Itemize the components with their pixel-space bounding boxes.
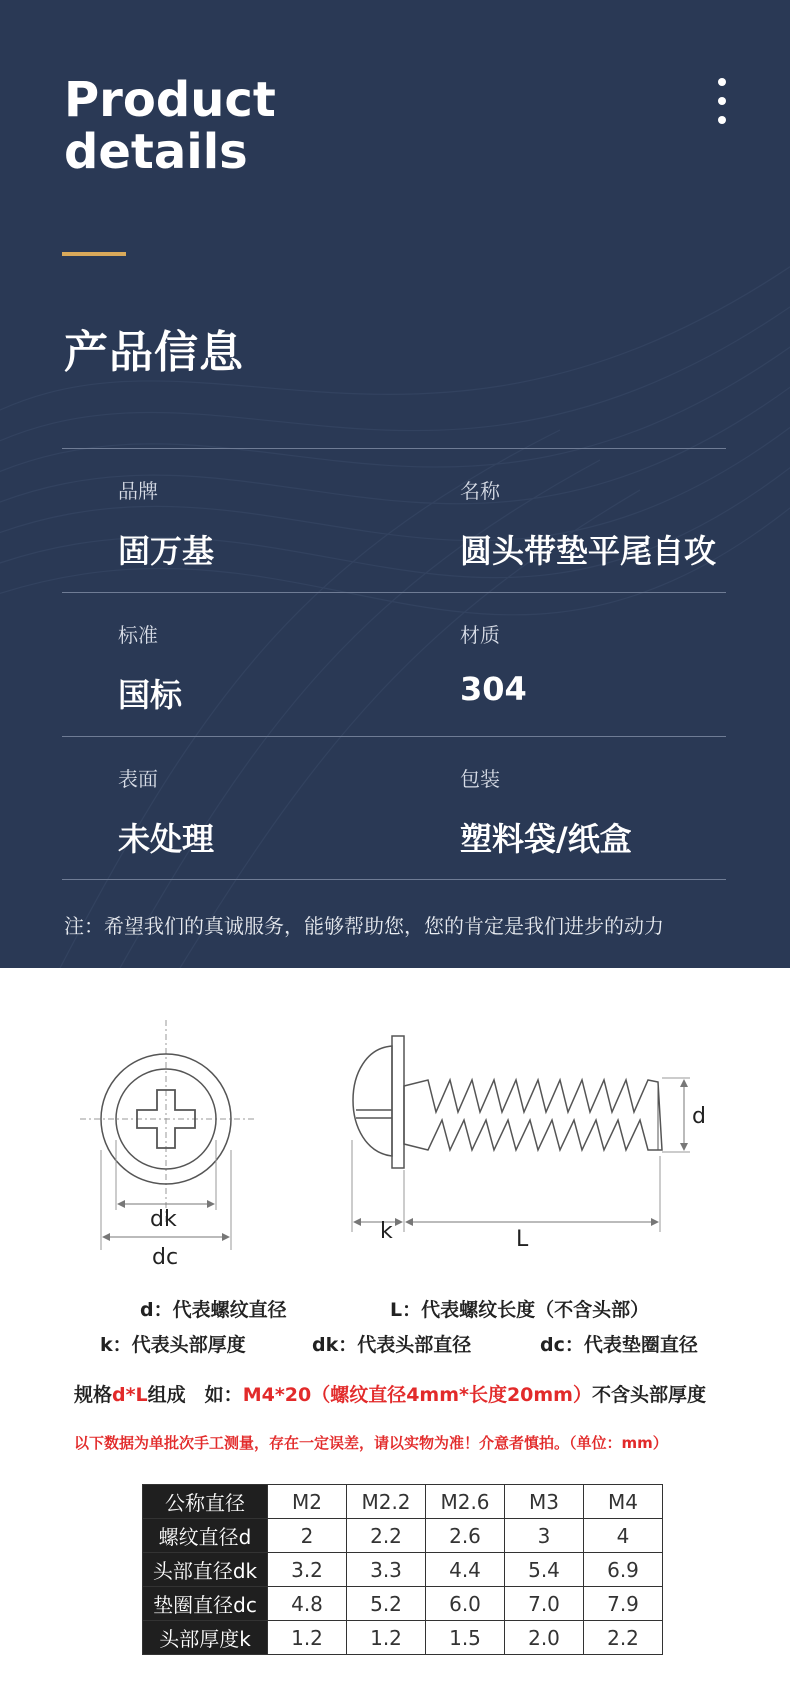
table-cell: 3.3 (347, 1553, 426, 1587)
screw-dimension-diagram (0, 1000, 790, 1280)
table-row-header: 头部厚度k (143, 1621, 268, 1655)
table-cell: M4 (584, 1485, 663, 1519)
table-row (143, 1587, 663, 1621)
info-value: 圆头带垫平尾自攻 (460, 532, 717, 570)
table-cell: 2.2 (347, 1519, 426, 1553)
info-label: 表面 (118, 767, 158, 791)
info-cell-brand (118, 475, 214, 572)
table-cell: 4.4 (426, 1553, 505, 1587)
table-cell: 2.0 (505, 1621, 584, 1655)
spec-example-value: M4*20（螺纹直径4mm*长度20mm） (242, 1384, 592, 1406)
info-row (62, 448, 726, 592)
label-L: L (516, 1227, 529, 1252)
table-row (143, 1553, 663, 1587)
spec-formula: d*L (112, 1384, 148, 1406)
table-row (143, 1519, 663, 1553)
table-cell: M2 (268, 1485, 347, 1519)
label-k: k (380, 1219, 393, 1244)
info-label: 标准 (118, 623, 158, 647)
footer-note: 注：希望我们的真诚服务，能够帮助您，您的肯定是我们进步的动力 (64, 914, 664, 938)
info-label: 品牌 (118, 479, 158, 503)
screw-side-view (352, 1036, 690, 1232)
table-row-header: 螺纹直径d (143, 1519, 268, 1553)
label-d: d (692, 1104, 706, 1129)
accent-divider (62, 252, 126, 256)
table-cell: 6.0 (426, 1587, 505, 1621)
info-label: 材质 (460, 623, 500, 647)
table-row (143, 1485, 663, 1519)
table-row-header: 公称直径 (143, 1485, 268, 1519)
table-cell: 1.2 (347, 1621, 426, 1655)
spec-mid: 组成 如： (147, 1384, 243, 1406)
spec-example (74, 1380, 706, 1407)
info-value: 固万基 (118, 532, 215, 570)
legend-dc: dc：代表垫圈直径 (540, 1334, 698, 1356)
legend-dk: dk：代表头部直径 (312, 1334, 472, 1356)
info-cell-material (460, 619, 527, 708)
spec-suffix: 不含头部厚度 (591, 1384, 706, 1406)
info-row (62, 736, 726, 880)
legend-d: d：代表螺纹直径 (140, 1299, 287, 1321)
section-title: 产品信息 (64, 327, 244, 378)
spec-table (142, 1484, 663, 1655)
table-cell: 4 (584, 1519, 663, 1553)
table-row (143, 1621, 663, 1655)
table-cell: 7.9 (584, 1587, 663, 1621)
table-cell: M3 (505, 1485, 584, 1519)
info-cell-surface (118, 763, 214, 860)
info-value: 国标 (118, 676, 183, 714)
table-row-header: 垫圈直径dc (143, 1587, 268, 1621)
more-menu-icon[interactable] (712, 78, 732, 124)
page-title: Product details (64, 72, 276, 180)
info-label: 名称 (460, 479, 500, 503)
spec-prefix: 规格 (74, 1384, 113, 1406)
info-cell-standard (118, 619, 182, 716)
info-label: 包装 (460, 767, 500, 791)
table-cell: 7.0 (505, 1587, 584, 1621)
label-dc: dc (152, 1245, 179, 1270)
info-value: 未处理 (118, 820, 215, 858)
table-cell: 2.6 (426, 1519, 505, 1553)
table-cell: 3 (505, 1519, 584, 1553)
table-cell: 1.5 (426, 1621, 505, 1655)
table-cell: 4.8 (268, 1587, 347, 1621)
table-row-header: 头部直径dk (143, 1553, 268, 1587)
table-cell: 3.2 (268, 1553, 347, 1587)
info-cell-name (460, 475, 716, 572)
info-row (62, 592, 726, 736)
table-cell: 5.2 (347, 1587, 426, 1621)
table-cell: 1.2 (268, 1621, 347, 1655)
table-cell: 6.9 (584, 1553, 663, 1587)
table-cell: M2.2 (347, 1485, 426, 1519)
table-cell: 2.2 (584, 1621, 663, 1655)
table-cell: 5.4 (505, 1553, 584, 1587)
legend-L: L：代表螺纹长度（不含头部） (390, 1299, 650, 1321)
table-cell: 2 (268, 1519, 347, 1553)
info-value: 塑料袋/纸盒 (460, 820, 632, 858)
measurement-warning: 以下数据为单批次手工测量，存在一定误差，请以实物为准！介意者慎拍。（单位：mm） (74, 1434, 668, 1452)
table-cell: M2.6 (426, 1485, 505, 1519)
info-cell-packaging (460, 763, 632, 860)
label-dk: dk (150, 1207, 177, 1232)
info-value: 304 (460, 670, 527, 708)
product-info-grid (62, 448, 726, 880)
legend-k: k：代表头部厚度 (100, 1334, 246, 1356)
